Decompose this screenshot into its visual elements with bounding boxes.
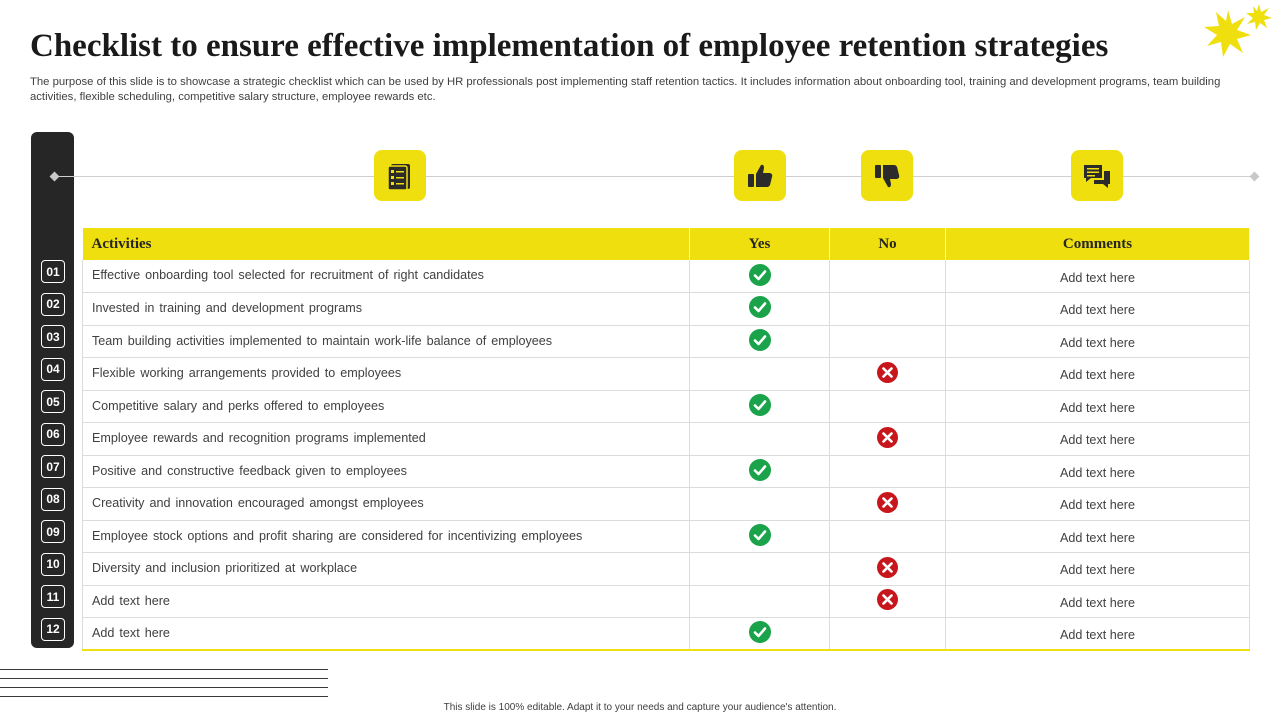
activity-cell: Diversity and inclusion prioritized at workplace <box>83 553 690 586</box>
decorative-lines <box>0 669 328 705</box>
yes-cell <box>690 423 830 456</box>
table-row <box>83 325 1250 358</box>
yes-cell <box>690 325 830 358</box>
chat-bubbles-icon <box>1082 162 1112 190</box>
checklist-clipboard-icon <box>386 161 414 191</box>
yes-cell <box>690 618 830 651</box>
table-row <box>83 390 1250 423</box>
yes-cell <box>690 390 830 423</box>
table-row <box>83 455 1250 488</box>
no-cell <box>830 260 946 293</box>
row-number-06: 06 <box>41 423 65 446</box>
row-number-05: 05 <box>41 390 65 413</box>
slide-title: Checklist to ensure effective implementation of employee retention strategies <box>30 28 1109 64</box>
table-row <box>83 488 1250 521</box>
activity-cell: Competitive salary and perks offered to employees <box>83 390 690 423</box>
table-row <box>83 423 1250 456</box>
comment-cell: Add text here <box>946 325 1250 358</box>
activity-cell: Flexible working arrangements provided to employees <box>83 358 690 391</box>
yes-icon-box <box>734 150 786 201</box>
yes-cell <box>690 553 830 586</box>
comments-icon-box <box>1071 150 1123 201</box>
activity-cell: Add text here <box>83 618 690 651</box>
row-number-07: 07 <box>41 455 65 478</box>
table-row <box>83 260 1250 293</box>
check-icon <box>749 459 771 481</box>
table-row <box>83 520 1250 553</box>
row-number-01: 01 <box>41 260 65 283</box>
yes-cell <box>690 455 830 488</box>
cross-icon <box>877 362 898 383</box>
cross-icon <box>877 427 898 448</box>
yes-cell <box>690 358 830 391</box>
comment-cell: Add text here <box>946 553 1250 586</box>
check-icon <box>749 621 771 643</box>
comment-cell: Add text here <box>946 358 1250 391</box>
row-number-09: 09 <box>41 520 65 543</box>
thumbs-down-icon <box>873 162 901 190</box>
no-cell <box>830 455 946 488</box>
cross-icon <box>877 589 898 610</box>
check-icon <box>749 296 771 318</box>
no-cell <box>830 553 946 586</box>
comment-cell: Add text here <box>946 260 1250 293</box>
table-row <box>83 553 1250 586</box>
row-number-08: 08 <box>41 488 65 511</box>
row-number-03: 03 <box>41 325 65 348</box>
no-cell <box>830 488 946 521</box>
comment-cell: Add text here <box>946 618 1250 651</box>
row-number-04: 04 <box>41 358 65 381</box>
check-icon <box>749 394 771 416</box>
check-icon <box>749 264 771 286</box>
yes-cell <box>690 585 830 618</box>
comment-cell: Add text here <box>946 455 1250 488</box>
comment-cell: Add text here <box>946 585 1250 618</box>
comment-cell: Add text here <box>946 520 1250 553</box>
activity-cell: Invested in training and development programs <box>83 293 690 326</box>
activity-cell: Team building activities implemented to maintain work-life balance of employees <box>83 325 690 358</box>
comment-cell: Add text here <box>946 390 1250 423</box>
yes-cell <box>690 488 830 521</box>
row-number-11: 11 <box>41 585 65 608</box>
no-cell <box>830 423 946 456</box>
row-number-12: 12 <box>41 618 65 641</box>
activity-cell: Effective onboarding tool selected for recruitment of right candidates <box>83 260 690 293</box>
star-burst-icon <box>1198 0 1280 70</box>
table-row <box>83 585 1250 618</box>
cross-icon <box>877 557 898 578</box>
row-number-10: 10 <box>41 553 65 576</box>
timeline-end-dot <box>1250 172 1260 182</box>
slide-footer: This slide is 100% editable. Adapt it to your needs and capture your audience's attention. <box>443 702 837 713</box>
activity-cell: Employee stock options and profit sharing are considered for incentivizing employees <box>83 520 690 553</box>
activity-cell: Positive and constructive feedback given to employees <box>83 455 690 488</box>
header-no: No <box>830 228 946 260</box>
activity-cell: Creativity and innovation encouraged amongst employees <box>83 488 690 521</box>
comment-cell: Add text here <box>946 423 1250 456</box>
no-icon-box <box>861 150 913 201</box>
yes-cell <box>690 260 830 293</box>
cross-icon <box>877 492 898 513</box>
row-number-02: 02 <box>41 293 65 316</box>
activity-cell: Employee rewards and recognition programs implemented <box>83 423 690 456</box>
table-row <box>83 618 1250 651</box>
table-row <box>83 358 1250 391</box>
activities-icon-box <box>374 150 426 201</box>
header-yes: Yes <box>690 228 830 260</box>
slide-subtitle: The purpose of this slide is to showcase a strategic checklist which can be used by HR professionals post implementing staff retention tactics. It includes information about onboarding tool, training and development programs, team building activities, flexible scheduling, competitive salary structure, employee rewards etc. <box>30 76 1221 103</box>
no-cell <box>830 520 946 553</box>
retention-checklist-table <box>82 228 1250 651</box>
yes-cell <box>690 520 830 553</box>
table-header-row <box>83 228 1250 260</box>
comment-cell: Add text here <box>946 488 1250 521</box>
thumbs-up-icon <box>746 162 774 190</box>
activity-cell: Add text here <box>83 585 690 618</box>
header-activities: Activities <box>83 228 690 260</box>
comment-cell: Add text here <box>946 293 1250 326</box>
no-cell <box>830 390 946 423</box>
check-icon <box>749 329 771 351</box>
no-cell <box>830 293 946 326</box>
check-icon <box>749 524 771 546</box>
no-cell <box>830 585 946 618</box>
no-cell <box>830 618 946 651</box>
table-row <box>83 293 1250 326</box>
yes-cell <box>690 293 830 326</box>
no-cell <box>830 358 946 391</box>
header-comments: Comments <box>946 228 1250 260</box>
no-cell <box>830 325 946 358</box>
